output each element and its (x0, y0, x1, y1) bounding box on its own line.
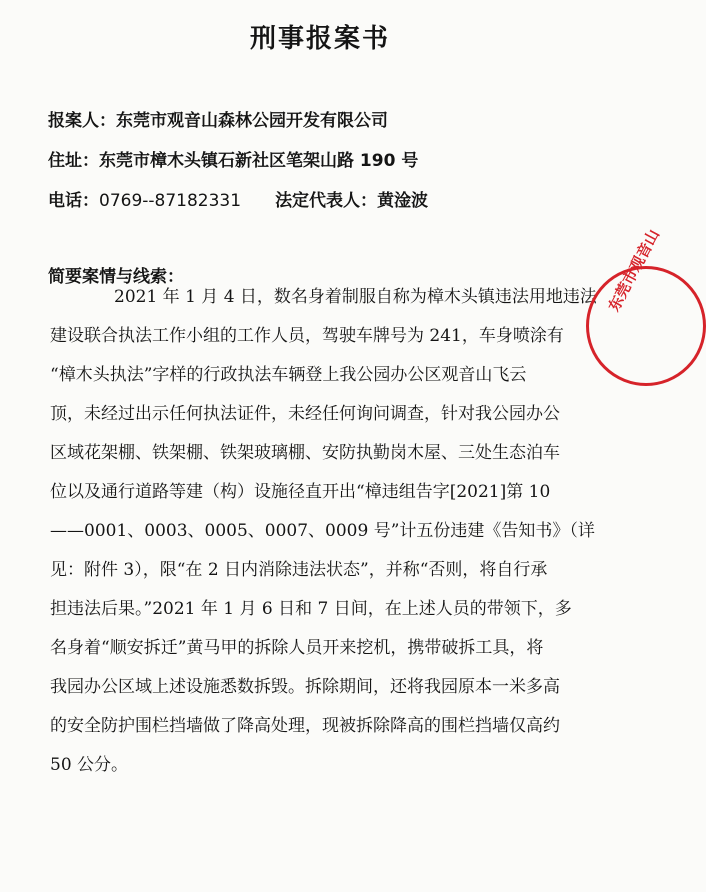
body-line: 顶，未经过出示任何执法证件，未经任何询问调查，针对我公园办公 (50, 404, 560, 424)
address-value: 东莞市樟木头镇石新社区笔架山路 190 号 (99, 151, 419, 171)
case-summary-heading: 简要案情与线索： (48, 267, 184, 287)
document-title: 刑事报案书 (249, 24, 390, 54)
body-line: “樟木头执法”字样的行政执法车辆登上我公园办公区观音山飞云 (50, 365, 527, 385)
body-line: ——0001、0003、0005、0007、0009 号”计五份违建《告知书》（详 (50, 521, 595, 541)
company-seal-stamp (586, 226, 706, 386)
address-label: 住址： (48, 151, 99, 171)
body-line: 担违法后果。”2021 年 1 月 6 日和 7 日间，在上述人员的带领下，多 (50, 599, 572, 619)
body-line: 见：附件 3），限“在 2 日内消除违法状态”，并称“否则，将自行承 (50, 560, 548, 580)
phone-value: 0769--87182331 (99, 191, 242, 211)
body-line: 50 公分。 (50, 755, 129, 775)
body-line: 建设联合执法工作小组的工作人员，驾驶车牌号为 241，车身喷涂有 (50, 326, 564, 346)
seal-text: 东莞市观音山 (604, 226, 663, 315)
body-line: 2021 年 1 月 4 日，数名身着制服自称为樟木头镇违法用地违法 (114, 287, 597, 307)
body-line: 区域花架棚、铁架棚、铁架玻璃棚、安防执勤岗木屋、三处生态泊车 (50, 443, 560, 463)
body-line: 的安全防护围栏挡墙做了降高处理，现被拆除降高的围栏挡墙仅高约 (50, 716, 560, 736)
reporter-value: 东莞市观音山森林公园开发有限公司 (116, 111, 388, 131)
body-line: 位以及通行道路等建（构）设施径直开出“樟违组告字[2021]第 10 (50, 482, 551, 502)
phone-label: 电话： (48, 191, 99, 211)
body-line: 我园办公区域上述设施悉数拆毁。拆除期间，还将我园原本一米多高 (50, 677, 560, 697)
reporter-label: 报案人： (48, 111, 116, 131)
body-line: 名身着“顺安拆迁”黄马甲的拆除人员开来挖机，携带破拆工具，将 (50, 638, 544, 658)
legal-rep-value: 黄淦波 (377, 191, 429, 211)
legal-rep-label: 法定代表人： (275, 191, 378, 211)
